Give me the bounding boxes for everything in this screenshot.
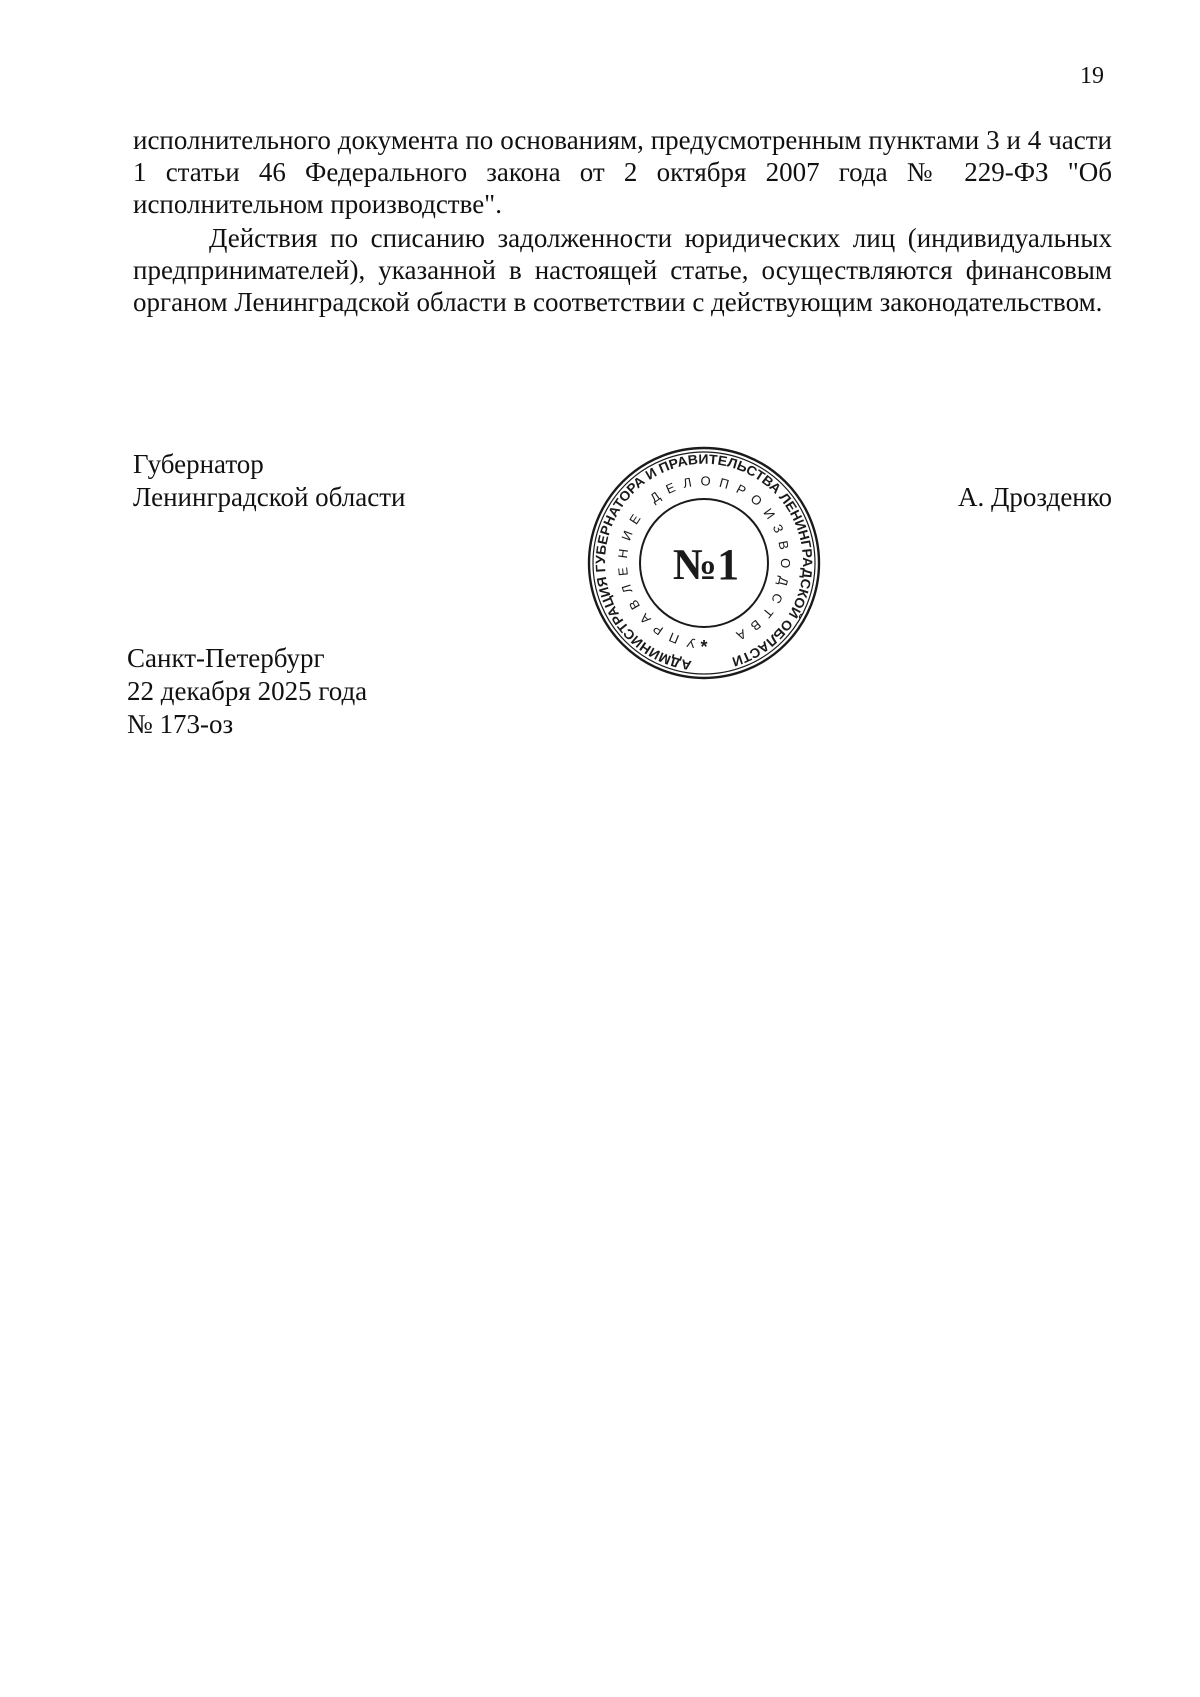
signatory-name: А. Дрозденко	[957, 482, 1112, 512]
body-text	[133, 124, 1112, 318]
law-number: № 173-оз	[127, 709, 234, 739]
signing-city: Санкт-Петербург	[127, 643, 325, 673]
seal-graphic	[584, 443, 824, 683]
page-number: 19	[1080, 63, 1104, 89]
seal-star-bottom: *	[700, 637, 708, 657]
signatory-title-line-2: Ленинградской области	[133, 482, 406, 512]
place-and-date	[127, 642, 367, 741]
seal-inner-text: УПРАВЛЕНИЕ ДЕЛОПРОИЗВОДСТВА	[614, 473, 794, 652]
signatory-title-line-1: Губернатор	[133, 449, 264, 479]
seal-center-number: №1	[672, 540, 740, 589]
official-seal	[584, 443, 824, 683]
signing-date: 22 декабря 2025 года	[127, 676, 368, 706]
paragraph-2: Действия по списанию задолженности юридических лиц (индивидуальных предпринимателей), указанной в настоящей статье, осуществляются финансовым органом Ленинградской области в соответствии с действующим законодательством.	[133, 223, 1112, 317]
signatory-title	[133, 448, 405, 514]
seal-outer-text: АДМИНИСТРАЦИЯ ГУБЕРНАТОРА И ПРАВИТЕЛЬСТВА ЛЕНИНГРАДСКОЙ ОБЛАСТИ	[592, 451, 816, 673]
paragraph-1: исполнительного документа по основаниям, предусмотренным пунктами 3 и 4 части 1 статьи 46 Федерального закона от 2 октября 2007 года № 229-ФЗ "Об исполнительном производстве".	[133, 125, 1112, 219]
